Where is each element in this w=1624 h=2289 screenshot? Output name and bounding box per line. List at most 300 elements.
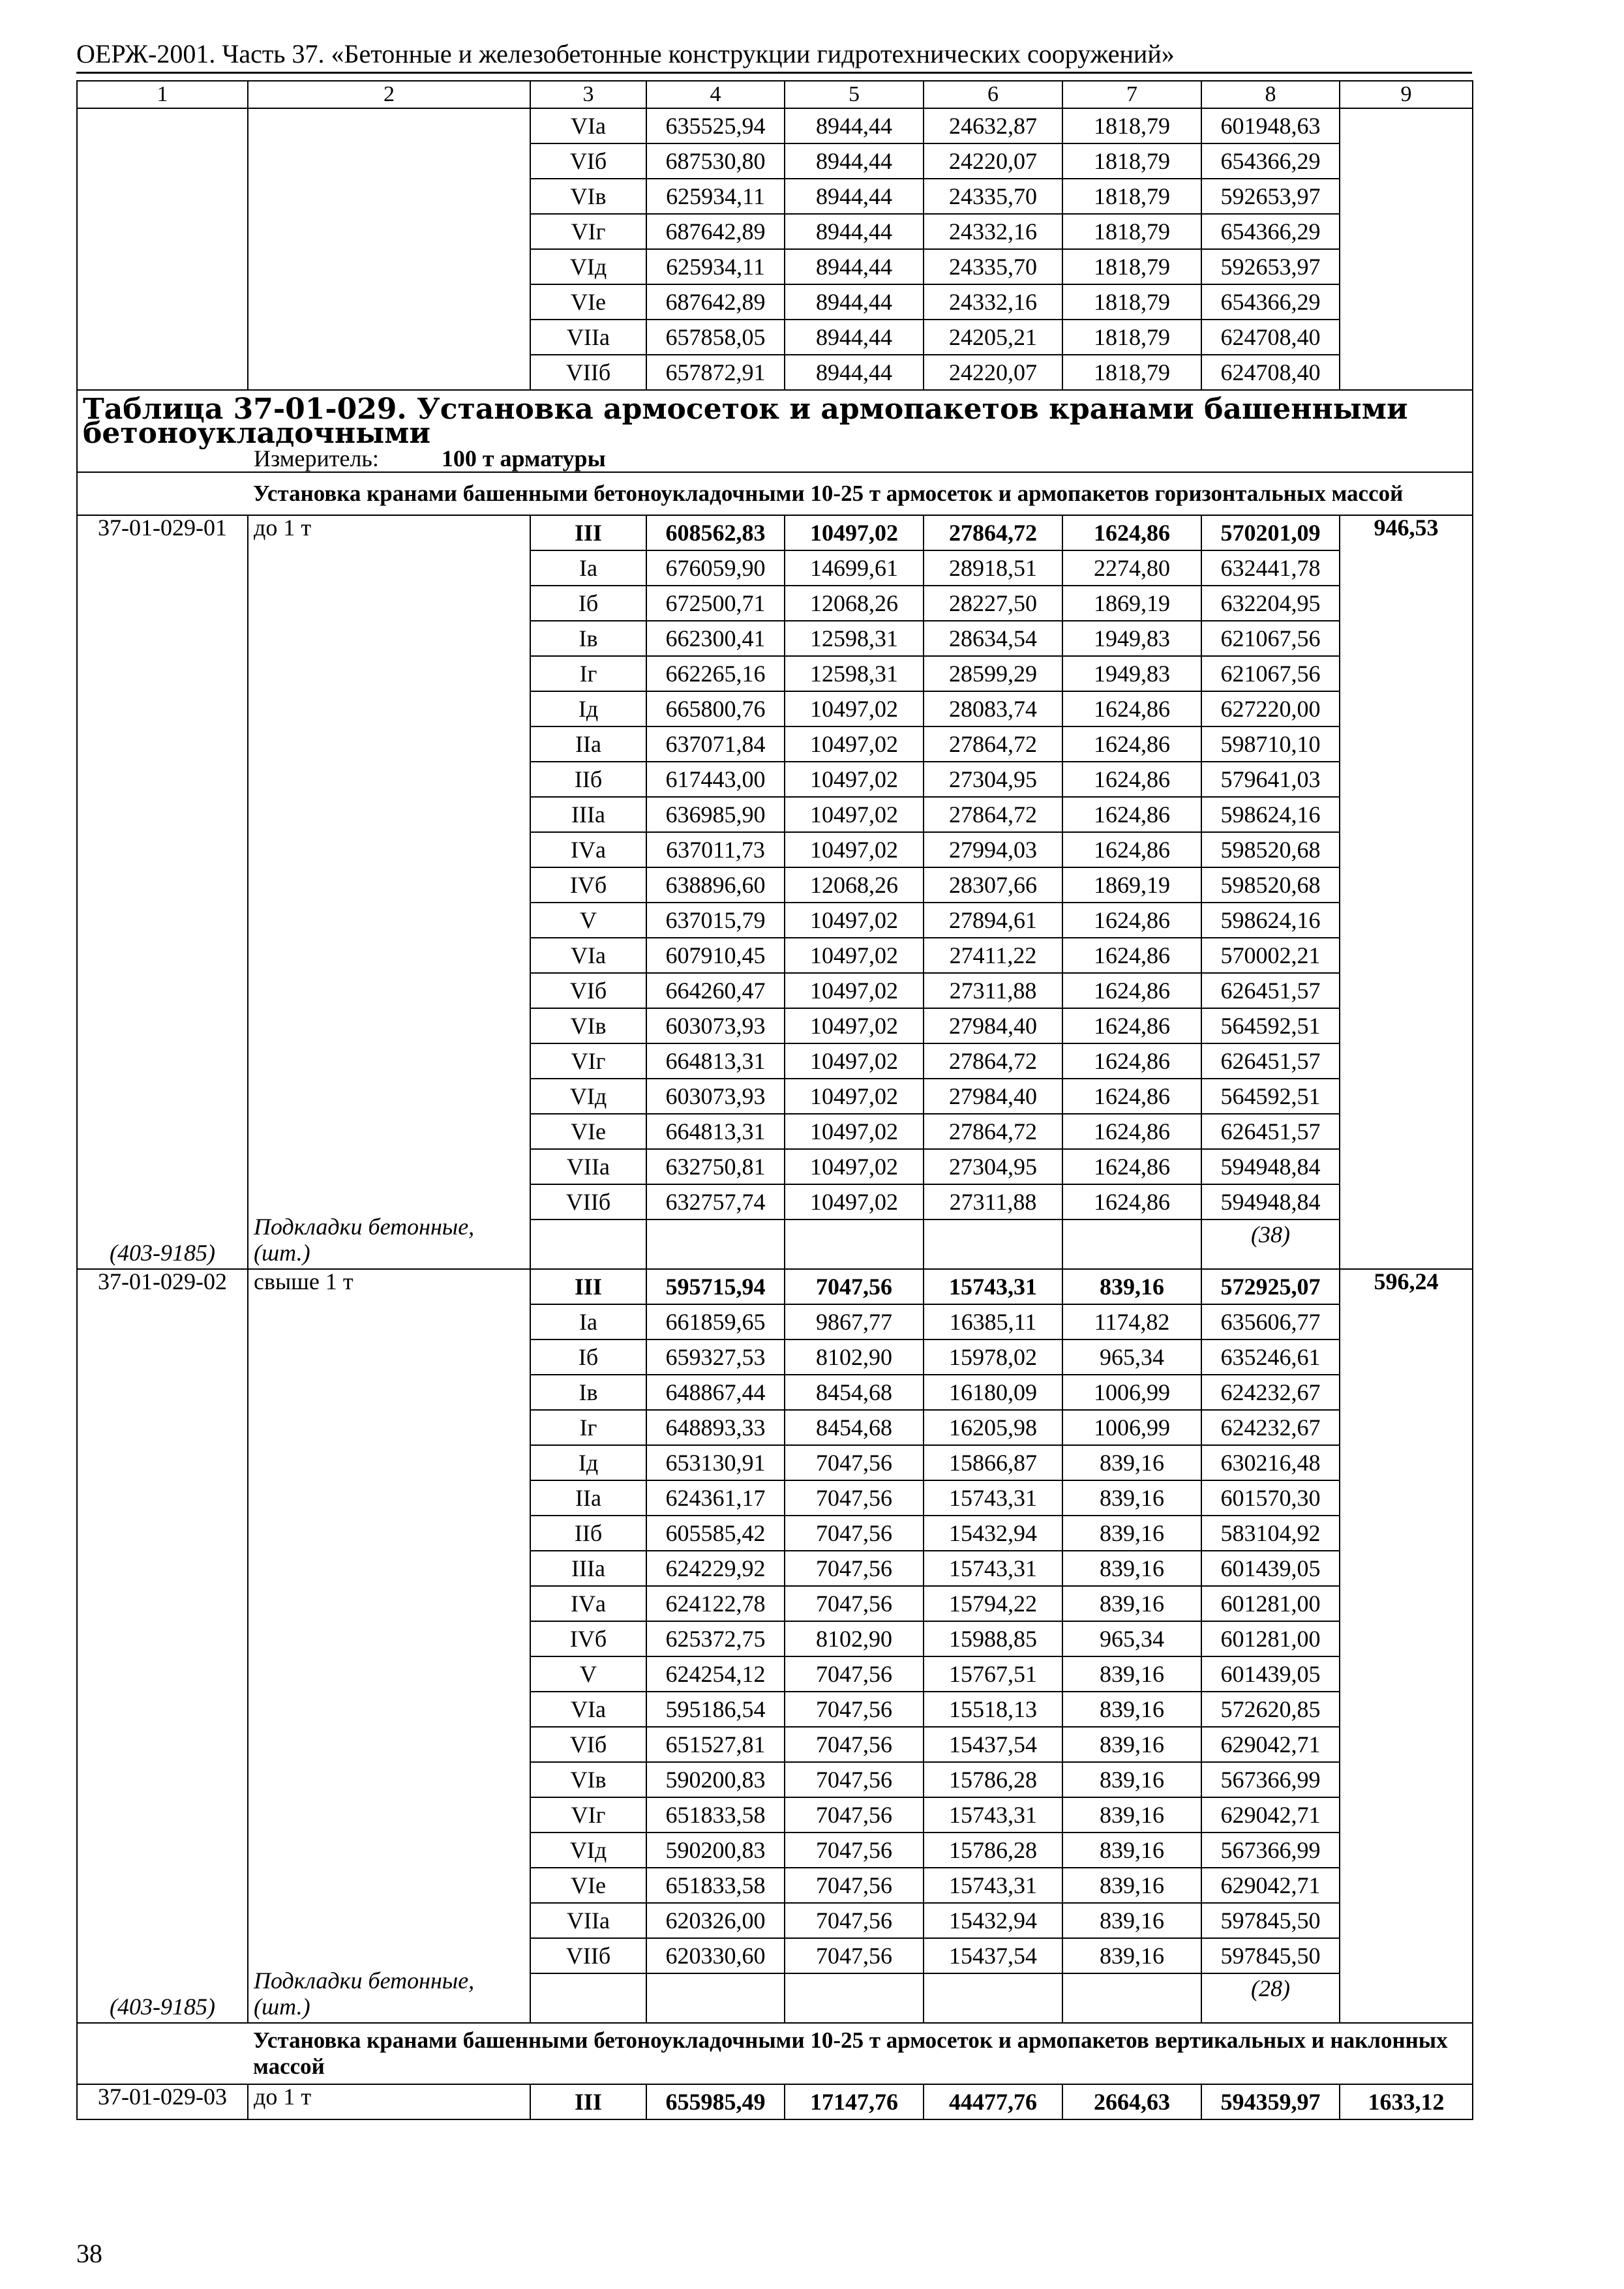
measure-label: Измеритель:: [254, 445, 379, 471]
operators-wages-cell: 1624,86: [1062, 1149, 1201, 1184]
direct-cost-cell: 625934,11: [646, 179, 785, 214]
zone-cell: VIIа: [530, 1903, 646, 1938]
materials-cell: 594948,84: [1201, 1149, 1340, 1184]
direct-cost-cell: 620330,60: [646, 1938, 785, 1973]
materials-cell: 598710,10: [1201, 726, 1340, 762]
code-cell: [77, 1269, 248, 2023]
operators-wages-cell: 1006,99: [1062, 1375, 1201, 1410]
wages-cell: 12598,31: [785, 621, 924, 656]
wages-cell: 8944,44: [785, 320, 924, 355]
machines-cell: 15794,22: [924, 1586, 1062, 1621]
operators-wages-cell: 839,16: [1062, 1727, 1201, 1762]
material-qty: (28): [1201, 1973, 1340, 2023]
wages-cell: 17147,76: [785, 2084, 924, 2119]
machines-cell: 16385,11: [924, 1304, 1062, 1339]
zone-cell: VIб: [530, 973, 646, 1008]
direct-cost-cell: 661859,65: [646, 1304, 785, 1339]
machines-cell: 24205,21: [924, 320, 1062, 355]
direct-cost-cell: 651833,58: [646, 1797, 785, 1833]
materials-cell: 624232,67: [1201, 1410, 1340, 1445]
materials-cell: 564592,51: [1201, 1079, 1340, 1114]
materials-cell: 598520,68: [1201, 832, 1340, 867]
operators-wages-cell: 1818,79: [1062, 143, 1201, 179]
machines-cell: 28634,54: [924, 621, 1062, 656]
wages-cell: 7047,56: [785, 1727, 924, 1762]
direct-cost-cell: 625372,75: [646, 1621, 785, 1656]
operators-wages-cell: 839,16: [1062, 1868, 1201, 1903]
zone-cell: VIа: [530, 1692, 646, 1727]
wages-cell: 7047,56: [785, 1692, 924, 1727]
operators-wages-cell: 1818,79: [1062, 284, 1201, 320]
operators-wages-cell: 1624,86: [1062, 1114, 1201, 1149]
operators-wages-cell: 1869,19: [1062, 867, 1201, 903]
direct-cost-cell: 637071,84: [646, 726, 785, 762]
machines-cell: 24220,07: [924, 143, 1062, 179]
zone-cell: VIа: [530, 938, 646, 973]
machines-cell: 15437,54: [924, 1938, 1062, 1973]
direct-cost-cell: 687642,89: [646, 214, 785, 249]
machines-cell: 27304,95: [924, 762, 1062, 797]
machines-cell: 15437,54: [924, 1727, 1062, 1762]
table-row-main: [77, 515, 1473, 550]
operators-wages-cell: 1624,86: [1062, 762, 1201, 797]
zone-cell: VIг: [530, 1043, 646, 1079]
zone-cell: VIб: [530, 1727, 646, 1762]
wages-cell: 10497,02: [785, 691, 924, 726]
zone-cell: VIд: [530, 249, 646, 284]
materials-cell: 570201,09: [1201, 515, 1340, 550]
direct-cost-cell: 665800,76: [646, 691, 785, 726]
wages-cell: 10497,02: [785, 1043, 924, 1079]
materials-cell: 629042,71: [1201, 1797, 1340, 1833]
machines-cell: 27411,22: [924, 938, 1062, 973]
name-cell: [248, 1269, 530, 2023]
materials-cell: 654366,29: [1201, 143, 1340, 179]
direct-cost-cell: 655985,49: [646, 2084, 785, 2119]
machines-cell: 24335,70: [924, 249, 1062, 284]
machines-cell: 28227,50: [924, 586, 1062, 621]
machines-cell: 15786,28: [924, 1833, 1062, 1868]
operators-wages-cell: 839,16: [1062, 1551, 1201, 1586]
zone-cell: VIг: [530, 1797, 646, 1833]
empty-cell: [924, 1973, 1062, 2023]
empty-cell: [646, 1973, 785, 2023]
direct-cost-cell: 662300,41: [646, 621, 785, 656]
code-text: 37-01-029-01: [98, 515, 227, 541]
materials-cell: 601281,00: [1201, 1586, 1340, 1621]
materials-cell: 621067,56: [1201, 656, 1340, 691]
operators-wages-cell: 1818,79: [1062, 320, 1201, 355]
direct-cost-cell: 595186,54: [646, 1692, 785, 1727]
zone-cell: Iд: [530, 1445, 646, 1480]
materials-cell: 654366,29: [1201, 284, 1340, 320]
direct-cost-cell: 687642,89: [646, 284, 785, 320]
direct-cost-cell: 632750,81: [646, 1149, 785, 1184]
machines-cell: 27864,72: [924, 726, 1062, 762]
machines-cell: 15743,31: [924, 1551, 1062, 1586]
zone-cell: Iв: [530, 1375, 646, 1410]
running-header: ОЕРЖ-2001. Часть 37. «Бетонные и железобетонные конструкции гидротехнических сооружений»: [76, 39, 1175, 68]
direct-cost-cell: 617443,00: [646, 762, 785, 797]
wages-cell: 10497,02: [785, 973, 924, 1008]
column-number: 7: [1062, 81, 1201, 108]
operators-wages-cell: 1624,86: [1062, 832, 1201, 867]
section-title: Установка кранами башенными бетоноукладочными 10-25 т армосеток и армопакетов вертикальных и наклонных массой: [248, 2023, 1473, 2084]
zone-cell: VIа: [530, 108, 646, 143]
direct-cost-cell: 603073,93: [646, 1079, 785, 1114]
direct-cost-cell: 632757,74: [646, 1184, 785, 1219]
section-row: [77, 472, 1473, 515]
materials-cell: 621067,56: [1201, 621, 1340, 656]
code-cell: 37-01-029-03: [77, 2084, 248, 2119]
material-qty: (38): [1201, 1219, 1340, 1269]
operators-wages-cell: 839,16: [1062, 1480, 1201, 1516]
operators-wages-cell: 1624,86: [1062, 973, 1201, 1008]
table-row-main: [77, 2084, 1473, 2119]
empty-cell: [1062, 1219, 1201, 1269]
wages-cell: 10497,02: [785, 938, 924, 973]
operators-wages-cell: 1818,79: [1062, 179, 1201, 214]
direct-cost-cell: 653130,91: [646, 1445, 785, 1480]
zone-cell: VIIа: [530, 320, 646, 355]
measure-row: [77, 445, 1473, 472]
wages-cell: 8944,44: [785, 284, 924, 320]
machines-cell: 15866,87: [924, 1445, 1062, 1480]
machines-cell: 24332,16: [924, 284, 1062, 320]
zone-cell: IIб: [530, 1516, 646, 1551]
operators-wages-cell: 839,16: [1062, 1833, 1201, 1868]
column-number-row: [77, 81, 1473, 108]
zone-cell: Iб: [530, 586, 646, 621]
materials-cell: 635606,77: [1201, 1304, 1340, 1339]
column-number: 4: [646, 81, 785, 108]
table-title-row: [77, 390, 1473, 445]
machines-cell: 28083,74: [924, 691, 1062, 726]
materials-cell: 598624,16: [1201, 903, 1340, 938]
machines-cell: 15743,31: [924, 1269, 1062, 1304]
price-table: [76, 80, 1473, 2120]
direct-cost-cell: 603073,93: [646, 1008, 785, 1043]
wages-cell: 12068,26: [785, 586, 924, 621]
direct-cost-cell: 605585,42: [646, 1516, 785, 1551]
operators-wages-cell: 1818,79: [1062, 355, 1201, 390]
wages-cell: 8944,44: [785, 214, 924, 249]
wages-cell: 9867,77: [785, 1304, 924, 1339]
wages-cell: 7047,56: [785, 1516, 924, 1551]
machines-cell: 27984,40: [924, 1079, 1062, 1114]
machines-cell: 15743,31: [924, 1868, 1062, 1903]
machines-cell: 27984,40: [924, 1008, 1062, 1043]
materials-cell: 624708,40: [1201, 320, 1340, 355]
machines-cell: 15988,85: [924, 1621, 1062, 1656]
wages-cell: 10497,02: [785, 903, 924, 938]
zone-cell: IIа: [530, 726, 646, 762]
materials-cell: 570002,21: [1201, 938, 1340, 973]
wages-cell: 10497,02: [785, 1114, 924, 1149]
section-empty-cell: [77, 472, 248, 515]
machines-cell: 27864,72: [924, 1114, 1062, 1149]
zone-cell: IIа: [530, 1480, 646, 1516]
zone-cell: VIIб: [530, 1184, 646, 1219]
wages-cell: 14699,61: [785, 550, 924, 586]
operators-wages-cell: 1869,19: [1062, 586, 1201, 621]
operators-wages-cell: 1949,83: [1062, 656, 1201, 691]
machines-cell: 15432,94: [924, 1516, 1062, 1551]
operators-wages-cell: 1818,79: [1062, 214, 1201, 249]
wages-cell: 8454,68: [785, 1410, 924, 1445]
direct-cost-cell: 648867,44: [646, 1375, 785, 1410]
wages-cell: 8944,44: [785, 249, 924, 284]
wages-cell: 7047,56: [785, 1903, 924, 1938]
direct-cost-cell: 651833,58: [646, 1868, 785, 1903]
wages-cell: 8944,44: [785, 143, 924, 179]
name-text: до 1 т: [254, 515, 312, 541]
wages-cell: 7047,56: [785, 1551, 924, 1586]
column-number: 3: [530, 81, 646, 108]
machines-cell: 16180,09: [924, 1375, 1062, 1410]
column-number: 6: [924, 81, 1062, 108]
machines-cell: 28599,29: [924, 656, 1062, 691]
name-cell: до 1 т: [248, 2084, 530, 2119]
zone-cell: VIв: [530, 1008, 646, 1043]
zone-cell: IVа: [530, 1586, 646, 1621]
operators-wages-cell: 839,16: [1062, 1445, 1201, 1480]
wages-cell: 12068,26: [785, 867, 924, 903]
code-text: 37-01-029-02: [98, 1268, 227, 1294]
materials-cell: 601570,30: [1201, 1480, 1340, 1516]
direct-cost-cell: 648893,33: [646, 1410, 785, 1445]
name-cell-empty: [248, 108, 530, 390]
operators-wages-cell: 1006,99: [1062, 1410, 1201, 1445]
zone-cell: VIг: [530, 214, 646, 249]
wages-cell: 7047,56: [785, 1480, 924, 1516]
wages-cell: 8102,90: [785, 1339, 924, 1375]
column-number: 5: [785, 81, 924, 108]
direct-cost-cell: 636985,90: [646, 797, 785, 832]
materials-cell: 583104,92: [1201, 1516, 1340, 1551]
wages-cell: 8944,44: [785, 355, 924, 390]
wages-cell: 7047,56: [785, 1445, 924, 1480]
operators-wages-cell: 1624,86: [1062, 938, 1201, 973]
table-title: Таблица 37-01-029. Установка армосеток и армопакетов кранами башенными бетоноукладочными: [77, 390, 1473, 445]
materials-cell: 598624,16: [1201, 797, 1340, 832]
materials-cell: 579641,03: [1201, 762, 1340, 797]
materials-cell: 601439,05: [1201, 1551, 1340, 1586]
zone-cell: IIIа: [530, 797, 646, 832]
materials-cell: 592653,97: [1201, 249, 1340, 284]
operators-wages-cell: 1818,79: [1062, 108, 1201, 143]
operators-wages-cell: 839,16: [1062, 1692, 1201, 1727]
materials-cell: 572925,07: [1201, 1269, 1340, 1304]
zone-cell: Iд: [530, 691, 646, 726]
empty-cell: [924, 1219, 1062, 1269]
labor-cell-empty: [1340, 108, 1473, 390]
wages-cell: 8944,44: [785, 179, 924, 214]
direct-cost-cell: 595715,94: [646, 1269, 785, 1304]
zone-cell: VIе: [530, 284, 646, 320]
empty-cell: [1062, 1973, 1201, 2023]
direct-cost-cell: 624361,17: [646, 1480, 785, 1516]
wages-cell: 7047,56: [785, 1269, 924, 1304]
header-rule: [76, 72, 1472, 74]
wages-cell: 8454,68: [785, 1375, 924, 1410]
zone-cell: VIIб: [530, 1938, 646, 1973]
machines-cell: 44477,76: [924, 2084, 1062, 2119]
wages-cell: 7047,56: [785, 1797, 924, 1833]
zone-cell: Iг: [530, 656, 646, 691]
machines-cell: 28918,51: [924, 550, 1062, 586]
operators-wages-cell: 839,16: [1062, 1656, 1201, 1692]
wages-cell: 7047,56: [785, 1656, 924, 1692]
wages-cell: 7047,56: [785, 1833, 924, 1868]
wages-cell: 10497,02: [785, 515, 924, 550]
materials-cell: 564592,51: [1201, 1008, 1340, 1043]
machines-cell: 27311,88: [924, 973, 1062, 1008]
materials-cell: 627220,00: [1201, 691, 1340, 726]
operators-wages-cell: 1624,86: [1062, 1008, 1201, 1043]
materials-cell: 624708,40: [1201, 355, 1340, 390]
name-cell: [248, 515, 530, 1269]
machines-cell: 27864,72: [924, 1043, 1062, 1079]
labor-cell: 1633,12: [1340, 2084, 1473, 2119]
machines-cell: 15767,51: [924, 1656, 1062, 1692]
machines-cell: 16205,98: [924, 1410, 1062, 1445]
section-empty-cell: [77, 2023, 248, 2084]
empty-cell: [785, 1219, 924, 1269]
column-number: 1: [77, 81, 248, 108]
direct-cost-cell: 624229,92: [646, 1551, 785, 1586]
materials-cell: 601948,63: [1201, 108, 1340, 143]
materials-cell: 601281,00: [1201, 1621, 1340, 1656]
machines-cell: 27864,72: [924, 797, 1062, 832]
material-name: Подкладки бетонные, (шт.): [254, 1214, 475, 1266]
materials-cell: 629042,71: [1201, 1727, 1340, 1762]
wages-cell: 10497,02: [785, 1008, 924, 1043]
section-title: Установка кранами башенными бетоноукладочными 10-25 т армосеток и армопакетов горизонтальных массой: [248, 472, 1473, 515]
wages-cell: 7047,56: [785, 1938, 924, 1973]
materials-cell: 567366,99: [1201, 1833, 1340, 1868]
materials-cell: 597845,50: [1201, 1938, 1340, 1973]
zone-cell: V: [530, 903, 646, 938]
direct-cost-cell: 624254,12: [646, 1656, 785, 1692]
zone-cell: VIв: [530, 1762, 646, 1797]
operators-wages-cell: 839,16: [1062, 1516, 1201, 1551]
material-code: (403-9185): [110, 1994, 215, 2020]
direct-cost-cell: 664813,31: [646, 1114, 785, 1149]
machines-cell: 15786,28: [924, 1762, 1062, 1797]
code-cell-empty: [77, 108, 248, 390]
wages-cell: 10497,02: [785, 1184, 924, 1219]
machines-cell: 28307,66: [924, 867, 1062, 903]
machines-cell: 15518,13: [924, 1692, 1062, 1727]
measure-value: 100 т арматуры: [441, 445, 606, 471]
wages-cell: 12598,31: [785, 656, 924, 691]
materials-cell: 594948,84: [1201, 1184, 1340, 1219]
materials-cell: 632204,95: [1201, 586, 1340, 621]
operators-wages-cell: 1624,86: [1062, 1184, 1201, 1219]
operators-wages-cell: 965,34: [1062, 1339, 1201, 1375]
zone-cell: VIд: [530, 1833, 646, 1868]
zone-cell: III: [530, 515, 646, 550]
zone-cell: III: [530, 2084, 646, 2119]
machines-cell: 15978,02: [924, 1339, 1062, 1375]
direct-cost-cell: 624122,78: [646, 1586, 785, 1621]
operators-wages-cell: 839,16: [1062, 1269, 1201, 1304]
name-text: свыше 1 т: [254, 1268, 353, 1294]
zone-cell: Iв: [530, 621, 646, 656]
operators-wages-cell: 1818,79: [1062, 249, 1201, 284]
section-row: [77, 2023, 1473, 2084]
machines-cell: 27994,03: [924, 832, 1062, 867]
direct-cost-cell: 687530,80: [646, 143, 785, 179]
materials-cell: 626451,57: [1201, 1043, 1340, 1079]
operators-wages-cell: 839,16: [1062, 1938, 1201, 1973]
zone-cell: IIб: [530, 762, 646, 797]
column-number: 8: [1201, 81, 1340, 108]
operators-wages-cell: 2664,63: [1062, 2084, 1201, 2119]
materials-cell: 598520,68: [1201, 867, 1340, 903]
machines-cell: 24632,87: [924, 108, 1062, 143]
table-row: [77, 108, 1473, 143]
wages-cell: 7047,56: [785, 1868, 924, 1903]
wages-cell: 10497,02: [785, 1079, 924, 1114]
materials-cell: 626451,57: [1201, 973, 1340, 1008]
machines-cell: 24220,07: [924, 355, 1062, 390]
materials-cell: 624232,67: [1201, 1375, 1340, 1410]
wages-cell: 10497,02: [785, 797, 924, 832]
machines-cell: 27894,61: [924, 903, 1062, 938]
zone-cell: Iб: [530, 1339, 646, 1375]
materials-cell: 594359,97: [1201, 2084, 1340, 2119]
direct-cost-cell: 607910,45: [646, 938, 785, 973]
direct-cost-cell: 590200,83: [646, 1762, 785, 1797]
operators-wages-cell: 839,16: [1062, 1586, 1201, 1621]
machines-cell: 24332,16: [924, 214, 1062, 249]
table-row-main: [77, 1269, 1473, 1304]
materials-cell: 635246,61: [1201, 1339, 1340, 1375]
zone-cell: VIIб: [530, 355, 646, 390]
direct-cost-cell: 676059,90: [646, 550, 785, 586]
wages-cell: 10497,02: [785, 832, 924, 867]
machines-cell: 27864,72: [924, 515, 1062, 550]
direct-cost-cell: 672500,71: [646, 586, 785, 621]
machines-cell: 15743,31: [924, 1797, 1062, 1833]
zone-cell: IIIа: [530, 1551, 646, 1586]
materials-cell: 592653,97: [1201, 179, 1340, 214]
operators-wages-cell: 1624,86: [1062, 1079, 1201, 1114]
direct-cost-cell: 635525,94: [646, 108, 785, 143]
zone-cell: VIб: [530, 143, 646, 179]
zone-cell: VIIа: [530, 1149, 646, 1184]
materials-cell: 654366,29: [1201, 214, 1340, 249]
direct-cost-cell: 659327,53: [646, 1339, 785, 1375]
materials-cell: 626451,57: [1201, 1114, 1340, 1149]
empty-cell: [785, 1973, 924, 2023]
zone-cell: Iг: [530, 1410, 646, 1445]
materials-cell: 630216,48: [1201, 1445, 1340, 1480]
wages-cell: 10497,02: [785, 762, 924, 797]
operators-wages-cell: 2274,80: [1062, 550, 1201, 586]
materials-cell: 632441,78: [1201, 550, 1340, 586]
zone-cell: Iа: [530, 1304, 646, 1339]
zone-cell: VIе: [530, 1114, 646, 1149]
operators-wages-cell: 1624,86: [1062, 903, 1201, 938]
wages-cell: 8944,44: [785, 108, 924, 143]
zone-cell: VIд: [530, 1079, 646, 1114]
zone-cell: IVа: [530, 832, 646, 867]
labor-cell: 596,24: [1340, 1269, 1473, 2023]
column-number: 2: [248, 81, 530, 108]
